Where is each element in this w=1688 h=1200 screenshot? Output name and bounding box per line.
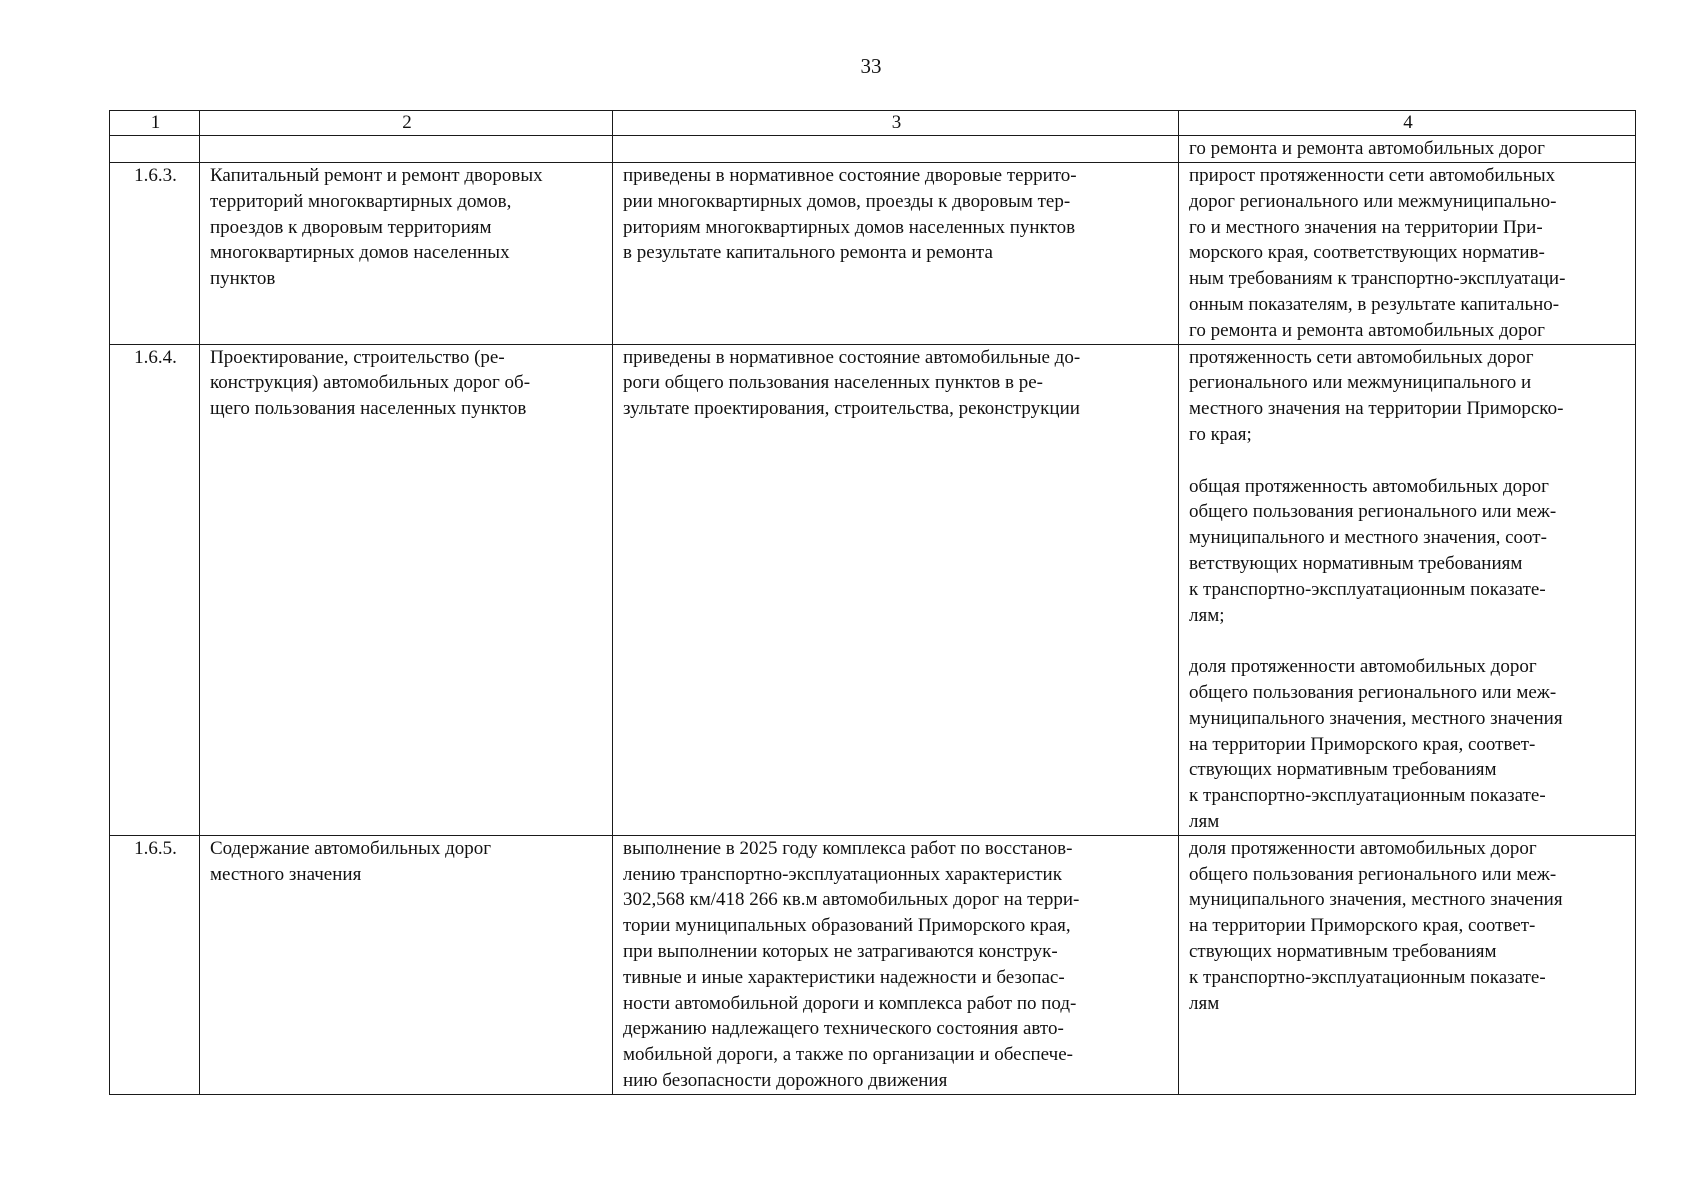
measure-name-cell bbox=[200, 835, 613, 1094]
column-number-4: 4 bbox=[1179, 111, 1636, 136]
expected-result-line: приведены в нормативное состояние автомобильные до- bbox=[623, 346, 1081, 368]
measure-name-line: Содержание автомобильных дорог bbox=[210, 837, 492, 859]
indicator-line: протяженность сети автомобильных дорог bbox=[1189, 346, 1534, 368]
expected-result-line: приведены в нормативное состояние дворовые террито- bbox=[623, 165, 1077, 186]
indicator-line: лям; bbox=[1189, 604, 1225, 626]
continuation-result-cell bbox=[613, 136, 1179, 163]
indicator-line: го края; bbox=[1189, 423, 1252, 445]
continuation-row bbox=[110, 136, 1636, 163]
expected-result-line: выполнение в 2025 году комплекса работ по восстанов- bbox=[623, 837, 1073, 859]
measure-name-line: многоквартирных домов населенных bbox=[210, 242, 510, 264]
expected-result-line: тории муниципальных образований Приморского края, bbox=[623, 915, 1071, 937]
page-number: 33 bbox=[860, 54, 882, 78]
indicator-line: го ремонта и ремонта автомобильных дорог bbox=[1189, 319, 1545, 341]
measure-name-line: пунктов bbox=[210, 268, 276, 290]
indicator-line: общего пользования регионального или меж- bbox=[1189, 863, 1557, 885]
expected-result-cell bbox=[613, 344, 1179, 835]
indicator-line: дорог регионального или межмуниципально- bbox=[1189, 190, 1557, 212]
indicator-cell bbox=[1179, 344, 1636, 835]
indicator-line: к транспортно-эксплуатационным показате- bbox=[1189, 578, 1546, 600]
indicator-line: на территории Приморского края, соответ- bbox=[1189, 915, 1536, 937]
indicator-line: местного значения на территории Приморско- bbox=[1189, 398, 1564, 420]
indicator-line: общая протяженность автомобильных дорог bbox=[1189, 475, 1549, 497]
indicator-paragraph bbox=[1189, 345, 1627, 448]
expected-result-line: в результате капитального ремонта и ремонта bbox=[623, 242, 993, 264]
indicator-line: к транспортно-эксплуатационным показате- bbox=[1189, 785, 1546, 807]
column-number-2: 2 bbox=[200, 111, 613, 136]
continuation-num-cell bbox=[110, 136, 200, 163]
expected-result-line: нию безопасности дорожного движения bbox=[623, 1069, 948, 1091]
row-number-cell: 1.6.3. bbox=[110, 163, 200, 345]
indicator-cell bbox=[1179, 163, 1636, 345]
indicator-line: на территории Приморского края, соответ- bbox=[1189, 733, 1536, 755]
indicator-paragraph bbox=[1189, 654, 1627, 835]
row-number-cell: 1.6.5. bbox=[110, 835, 200, 1094]
expected-result-line: рии многоквартирных домов, проезды к дворовым тер- bbox=[623, 190, 1071, 212]
indicator-line: ствующих нормативным требованиям bbox=[1189, 940, 1497, 962]
table-row bbox=[110, 835, 1636, 1094]
expected-result-line: при выполнении которых не затрагиваются конструк- bbox=[623, 940, 1058, 962]
continuation-indicator-cell bbox=[1179, 136, 1636, 163]
expected-result-line: 302,568 км/418 266 кв.м автомобильных дорог на терри- bbox=[623, 889, 1080, 911]
indicator-line: доля протяженности автомобильных дорог bbox=[1189, 656, 1537, 678]
measure-name-cell bbox=[200, 344, 613, 835]
indicator-line: муниципального и местного значения, соот- bbox=[1189, 527, 1547, 549]
expected-result-line: риториям многоквартирных домов населенных пунктов bbox=[623, 216, 1076, 238]
expected-result-line: держанию надлежащего технического состояния авто- bbox=[623, 1018, 1064, 1040]
indicator-line: лям bbox=[1189, 810, 1220, 832]
expected-result-cell bbox=[613, 163, 1179, 345]
indicator-line: муниципального значения, местного значения bbox=[1189, 889, 1563, 911]
indicator-line: прирост протяженности сети автомобильных bbox=[1189, 165, 1556, 186]
indicator-line: общего пользования регионального или меж- bbox=[1189, 501, 1557, 523]
indicator-line: ствующих нормативным требованиям bbox=[1189, 759, 1497, 781]
column-number-row bbox=[110, 111, 1636, 136]
indicator-paragraph bbox=[1189, 474, 1627, 629]
measure-name-line: щего пользования населенных пунктов bbox=[210, 398, 527, 420]
indicator-paragraph bbox=[1189, 163, 1627, 344]
column-number-1: 1 bbox=[110, 111, 200, 136]
indicator-line: общего пользования регионального или меж- bbox=[1189, 681, 1557, 703]
indicator-line: онным показателям, в результате капитально- bbox=[1189, 293, 1560, 315]
indicator-paragraph bbox=[1189, 836, 1627, 1017]
measures-table bbox=[109, 110, 1636, 1095]
expected-result-line: тивные и иные характеристики надежности и безопас- bbox=[623, 966, 1065, 988]
expected-result-line: ности автомобильной дороги и комплекса работ по под- bbox=[623, 992, 1077, 1014]
expected-result-line: мобильной дороги, а также по организации и обеспече- bbox=[623, 1044, 1073, 1066]
indicator-line: доля протяженности автомобильных дорог bbox=[1189, 837, 1537, 859]
indicator-cell bbox=[1179, 835, 1636, 1094]
measure-name-line: территорий многоквартирных домов, bbox=[210, 190, 512, 212]
expected-result-line: лению транспортно-эксплуатационных характеристик bbox=[623, 863, 1062, 885]
indicator-line: ветствующих нормативным требованиям bbox=[1189, 552, 1523, 574]
continuation-name-cell bbox=[200, 136, 613, 163]
measure-name-cell bbox=[200, 163, 613, 345]
measure-name-line: Капитальный ремонт и ремонт дворовых bbox=[210, 165, 543, 186]
indicator-line: регионального или межмуниципального и bbox=[1189, 372, 1532, 394]
measure-name-line: местного значения bbox=[210, 863, 362, 885]
expected-result-line: зультате проектирования, строительства, реконструкции bbox=[623, 398, 1080, 420]
measure-name-line: конструкция) автомобильных дорог об- bbox=[210, 372, 531, 394]
expected-result-line: роги общего пользования населенных пунктов в ре- bbox=[623, 372, 1043, 394]
expected-result-cell bbox=[613, 835, 1179, 1094]
table-row bbox=[110, 163, 1636, 345]
measure-name-line: Проектирование, строительство (ре- bbox=[210, 346, 505, 368]
indicator-line: ным требованиям к транспортно-эксплуатаци- bbox=[1189, 268, 1566, 290]
column-number-3: 3 bbox=[613, 111, 1179, 136]
indicator-line: лям bbox=[1189, 992, 1220, 1014]
table-row bbox=[110, 344, 1636, 835]
measure-name-line: проездов к дворовым территориям bbox=[210, 216, 492, 238]
row-number-cell: 1.6.4. bbox=[110, 344, 200, 835]
indicator-line: го и местного значения на территории При- bbox=[1189, 216, 1543, 238]
table-body bbox=[110, 136, 1636, 1095]
indicator-line: муниципального значения, местного значения bbox=[1189, 707, 1563, 729]
indicator-line: к транспортно-эксплуатационным показате- bbox=[1189, 966, 1546, 988]
continuation-indicator-line: го ремонта и ремонта автомобильных дорог bbox=[1189, 138, 1545, 159]
indicator-line: морского края, соответствующих норматив- bbox=[1189, 242, 1545, 264]
